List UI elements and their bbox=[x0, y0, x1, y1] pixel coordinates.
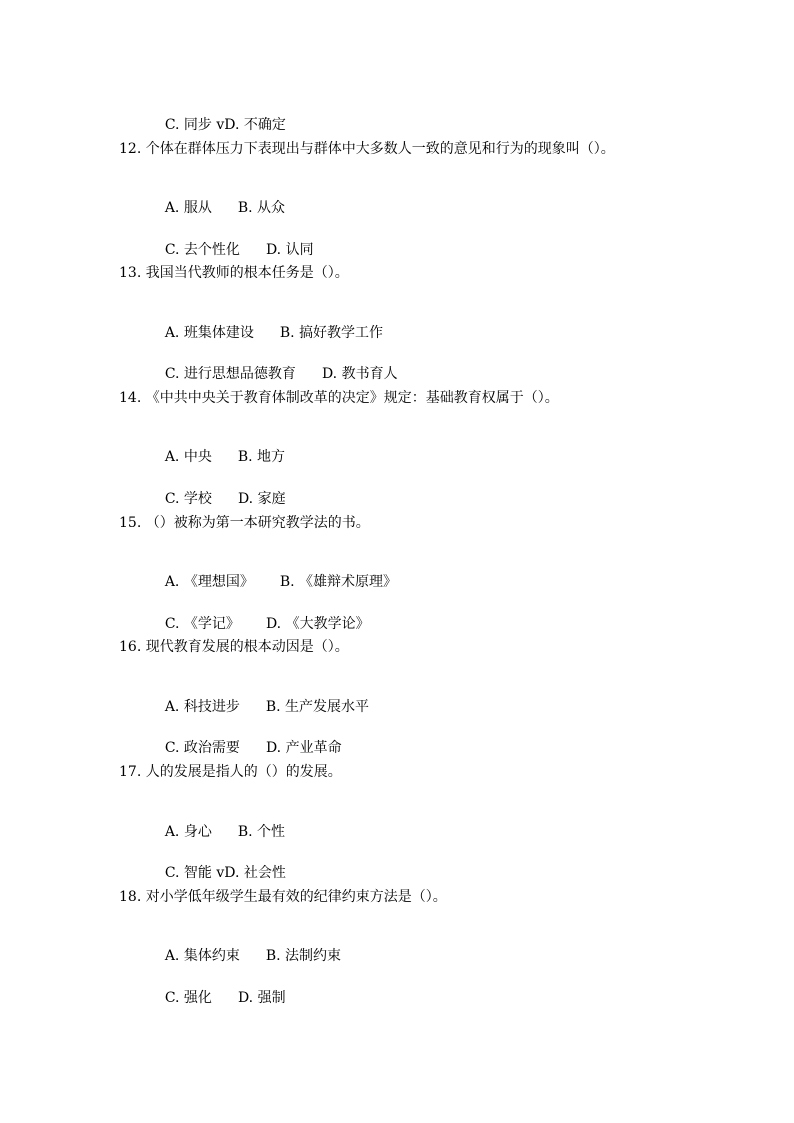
option-c: C. 去个性化 bbox=[164, 242, 240, 258]
option-c: C. 学校 bbox=[164, 491, 212, 507]
option-a: A. 班集体建设 bbox=[164, 325, 254, 341]
options-line bbox=[147, 971, 286, 1025]
option-a: A. 中央 bbox=[164, 449, 212, 465]
option-d: D. 认同 bbox=[265, 242, 314, 258]
option-d: D. 教书育人 bbox=[321, 366, 398, 382]
option-b: B. 《雄辩术原理》 bbox=[279, 574, 398, 590]
option-c: C. 政治需要 bbox=[164, 740, 240, 756]
option-c: C. 强化 bbox=[164, 990, 212, 1006]
option-c: C. 进行思想品德教育 bbox=[164, 366, 296, 382]
question-15: 15. （）被称为第一本研究教学法的书。 bbox=[119, 515, 370, 531]
option-b: B. 生产发展水平 bbox=[265, 699, 370, 715]
question-18: 18. 对小学低年级学生最有效的纪律约束方法是（）。 bbox=[119, 889, 447, 905]
option-b: B. 从众 bbox=[237, 200, 286, 216]
option-a: A. 《理想国》 bbox=[164, 574, 254, 590]
question-12: 12. 个体在群体压力下表现出与群体中大多数人一致的意见和行为的现象叫（）。 bbox=[119, 141, 615, 157]
option-a: A. 身心 bbox=[164, 824, 212, 840]
option-d: D. 强制 bbox=[237, 990, 286, 1006]
question-14: 14. 《中共中央关于教育体制改革的决定》规定：基础教育权属于（）。 bbox=[119, 390, 559, 406]
option-b: B. 个性 bbox=[237, 824, 286, 840]
question-16: 16. 现代教育发展的根本动因是（）。 bbox=[119, 639, 349, 655]
option-b: B. 地方 bbox=[237, 449, 286, 465]
question-13: 13. 我国当代教师的根本任务是（）。 bbox=[119, 265, 349, 281]
option-b: B. 法制约束 bbox=[265, 948, 342, 964]
option-text: C. 智能 vD. 社会性 bbox=[164, 865, 286, 881]
option-a: A. 服从 bbox=[164, 200, 212, 216]
option-d: D. 《大教学论》 bbox=[265, 616, 370, 632]
option-c: C. 《学记》 bbox=[164, 616, 240, 632]
option-a: A. 科技进步 bbox=[164, 699, 240, 715]
question-17: 17. 人的发展是指人的（）的发展。 bbox=[119, 764, 342, 780]
option-a: A. 集体约束 bbox=[164, 948, 240, 964]
option-d: D. 家庭 bbox=[237, 491, 286, 507]
option-text: C. 同步 vD. 不确定 bbox=[164, 117, 286, 133]
option-b: B. 搞好教学工作 bbox=[279, 325, 384, 341]
option-d: D. 产业革命 bbox=[265, 740, 342, 756]
